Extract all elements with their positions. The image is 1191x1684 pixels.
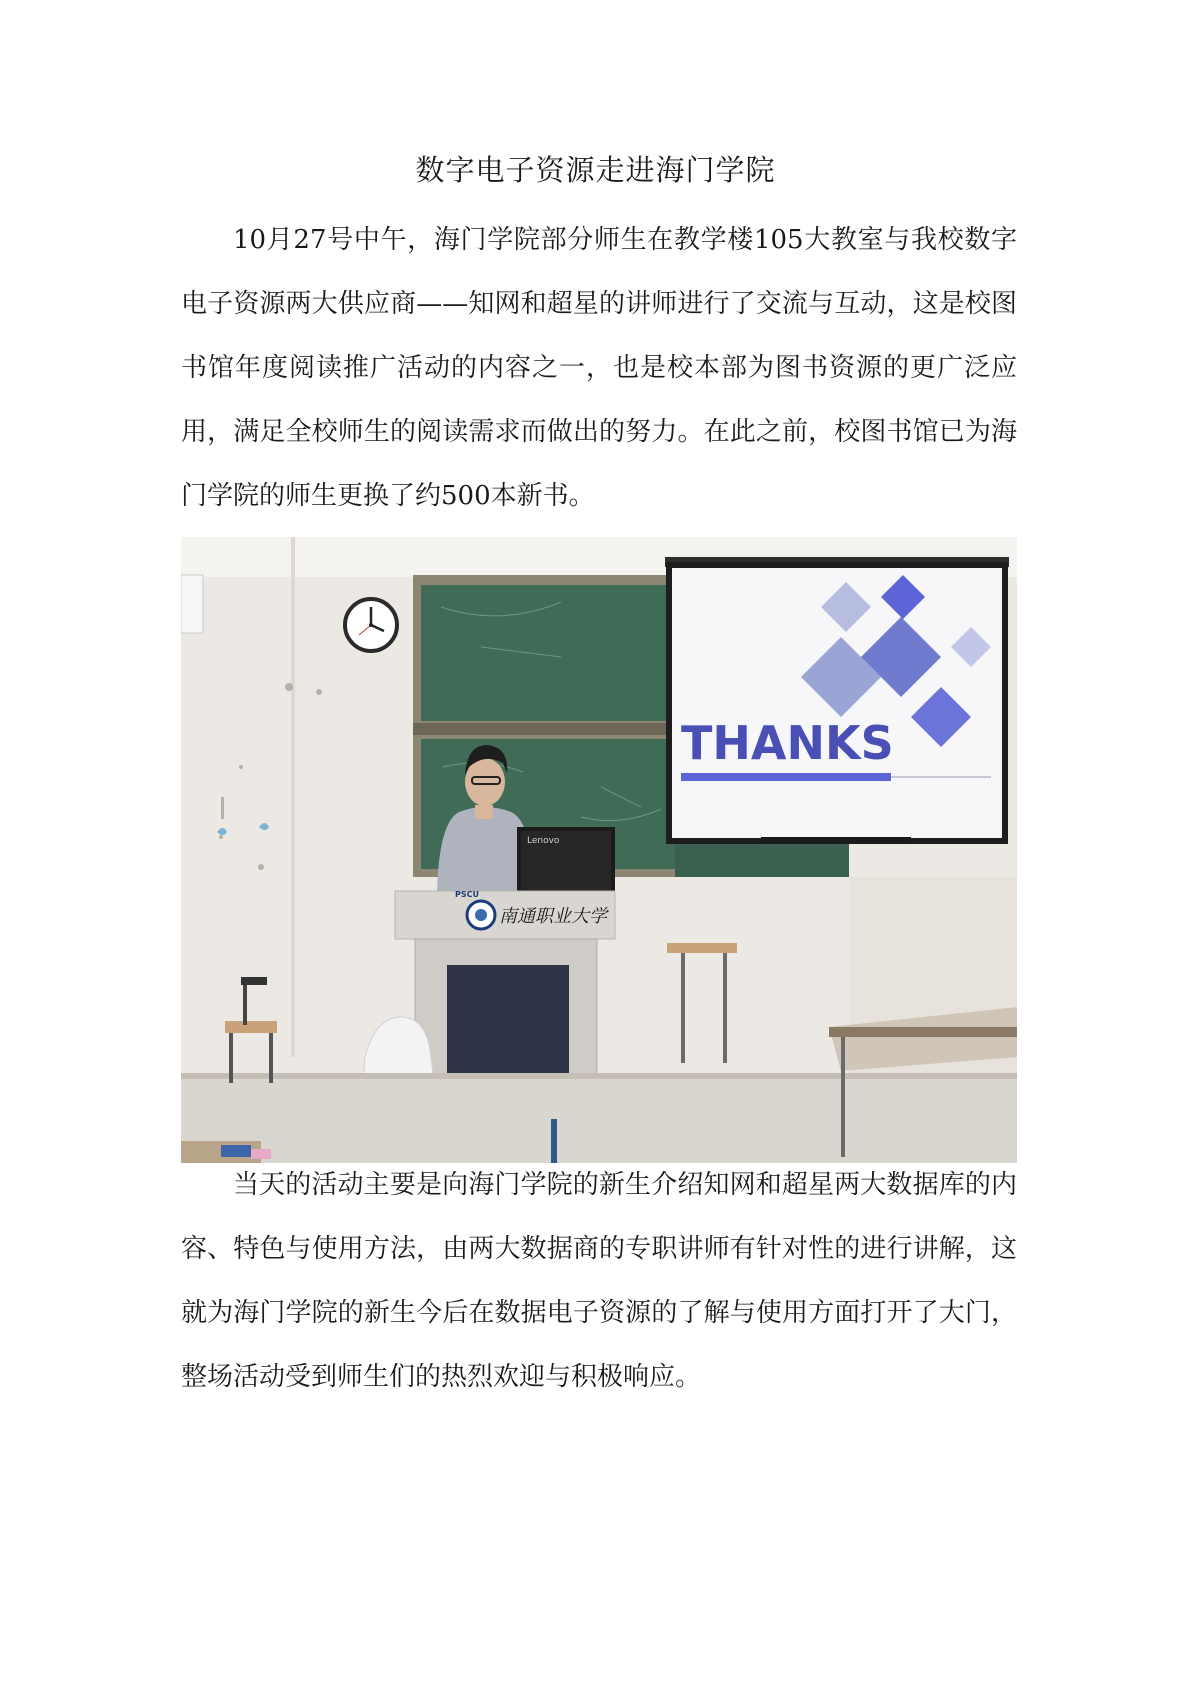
podium-school-name: 南通职业大学	[499, 906, 607, 927]
event-photo	[181, 537, 1017, 1163]
paragraph-intro: 10月27号中午，海门学院部分师生在教学楼105大教室与我校数字电子资源两大供应商——知网和超星的讲师进行了交流与互动，这是校图书馆年度阅读推广活动的内容之一，也是校本部为图书资源的更广泛应用，满足全校师生的阅读需求而做出的努力。在此之前，校图书馆已为海门学院的师生更换了约500本新书。	[181, 225, 1017, 511]
air-conditioner	[181, 575, 203, 633]
paragraph-activity: 当天的活动主要是向海门学院的新生介绍知网和超星两大数据库的内容、特色与使用方法，由两大数据商的专职讲师有针对性的进行讲解，这就为海门学院的新生今后在数据电子资源的了解与使用方面打开了大门，整场活动受到师生们的热烈欢迎与积极响应。	[181, 1170, 1017, 1392]
slide-thanks-text: THANKS	[681, 716, 894, 770]
article-title: 数字电子资源走进海门学院	[415, 153, 776, 187]
projection-screen	[665, 557, 1009, 843]
wall-clock	[345, 599, 397, 651]
podium-logo-text: PSCU	[455, 890, 479, 899]
monitor-brand-text: Lenovo	[527, 836, 560, 846]
